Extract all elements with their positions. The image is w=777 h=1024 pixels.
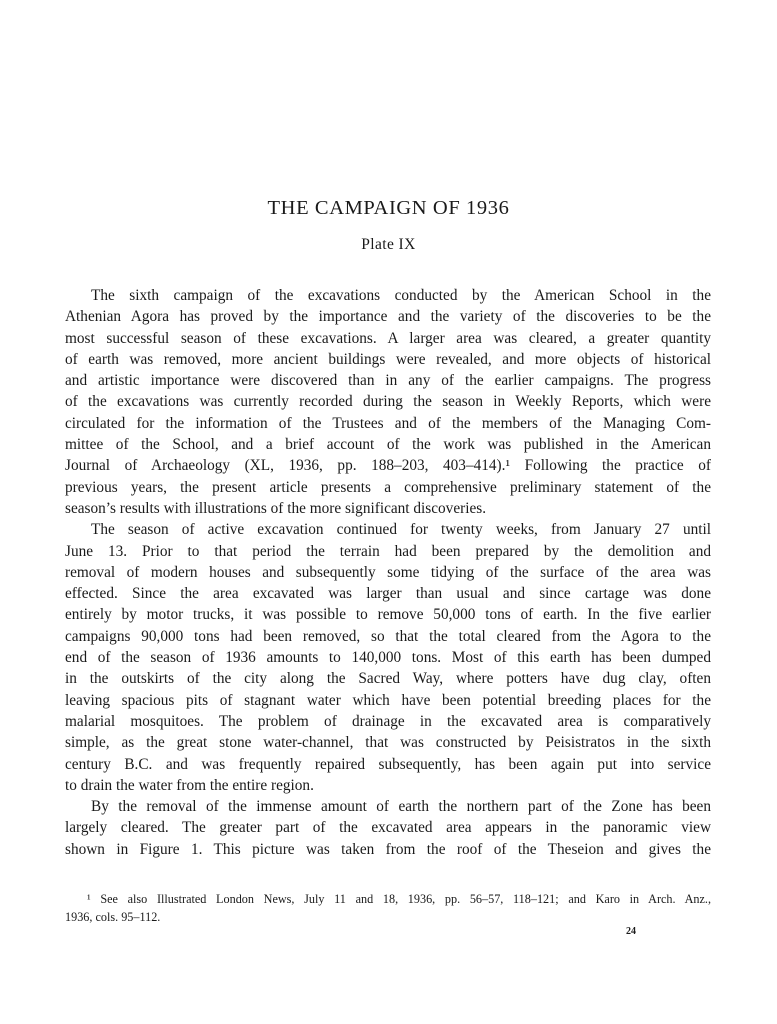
body-line: campaigns 90,000 tons had been removed, so that the total cleared from the Agora to the [65, 627, 711, 645]
page-number: 24 [626, 926, 636, 937]
body-line: of the excavations was currently recorded during the season in Weekly Reports, which were [65, 393, 711, 411]
body-line: entirely by motor trucks, it was possible to remove 50,000 tons of earth. In the five earlier [65, 606, 711, 624]
body-line: to drain the water from the entire region. [65, 776, 314, 794]
footnote-line: 1936, cols. 95–112. [65, 910, 161, 924]
body-line: mittee of the School, and a brief account of the work was published in the American [65, 436, 711, 454]
body-line: Journal of Archaeology (XL, 1936, pp. 188–203, 403–414).¹ Following the practice of [65, 457, 711, 475]
footnote [65, 890, 711, 926]
body-line: effected. Since the area excavated was larger than usual and since cartage was done [65, 585, 711, 603]
plate-reference: Plate IX [361, 236, 416, 253]
body-line: The season of active excavation continued for twenty weeks, from January 27 until [91, 521, 711, 539]
body-line: The sixth campaign of the excavations conducted by the American School in the [91, 287, 711, 304]
body-line: largely cleared. The greater part of the excavated area appears in the panoramic view [65, 819, 711, 837]
article-body [65, 285, 711, 860]
body-line: shown in Figure 1. This picture was taken from the roof of the Theseion and gives the [65, 840, 711, 858]
body-line: leaving spacious pits of stagnant water which have been potential breeding places for the [65, 691, 711, 709]
body-line: By the removal of the immense amount of earth the northern part of the Zone has been [91, 798, 711, 816]
body-line: June 13. Prior to that period the terrain had been prepared by the demolition and [65, 542, 711, 560]
body-line: most successful season of these excavations. A larger area was cleared, a greater quantity [65, 329, 711, 347]
body-line: malarial mosquitoes. The problem of drainage in the excavated area is comparatively [65, 712, 711, 730]
footnote-line: ¹ See also Illustrated London News, July 11 and 18, 1936, pp. 56–57, 118–121; and Karo in Arch. Anz., [87, 892, 711, 906]
body-line: and artistic importance were discovered than in any of the earlier campaigns. The progress [65, 372, 711, 390]
body-line: of earth was removed, more ancient buildings were revealed, and more objects of historical [65, 350, 711, 368]
body-line: simple, as the great stone water-channel, that was constructed by Peisistratos in the sixth [65, 734, 711, 752]
article-title: THE CAMPAIGN OF 1936 [267, 197, 510, 219]
body-line: season’s results with illustrations of the more significant discoveries. [65, 499, 487, 517]
body-line: century B.C. and was frequently repaired subsequently, has been again put into service [65, 755, 711, 773]
body-line: previous years, the present article presents a comprehensive preliminary statement of the [65, 478, 711, 496]
body-line: circulated for the information of the Trustees and of the members of the Managing Com- [65, 414, 711, 432]
body-line: removal of modern houses and subsequently some tidying of the surface of the area was [65, 563, 711, 581]
body-line: in the outskirts of the city along the Sacred Way, where potters have dug clay, often [65, 670, 711, 688]
body-line: end of the season of 1936 amounts to 140,000 tons. Most of this earth has been dumped [65, 649, 711, 667]
body-line: Athenian Agora has proved by the importance and the variety of the discoveries to be the [65, 308, 711, 326]
